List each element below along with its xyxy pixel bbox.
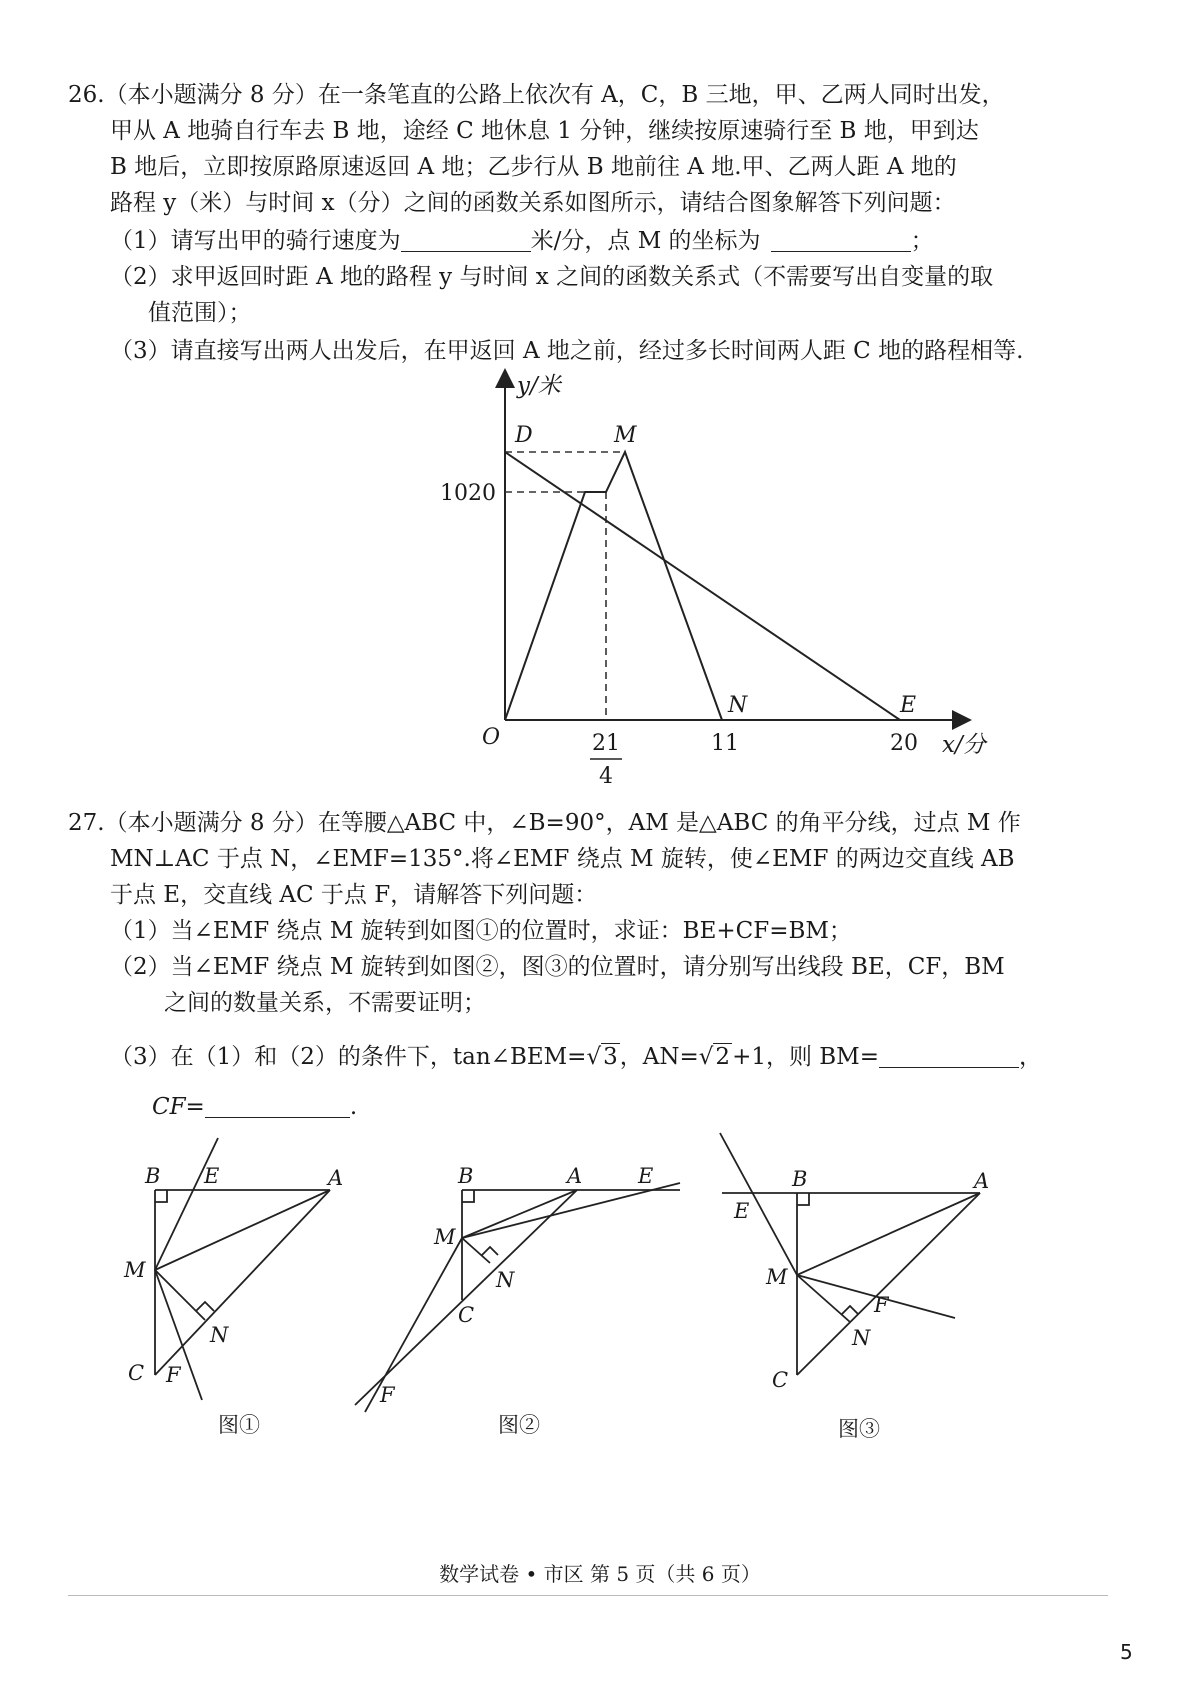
- fig3-right-angle-n: [842, 1306, 858, 1314]
- q27-sub-3-b: ，AN=: [619, 1044, 699, 1070]
- origin-label: O: [482, 725, 501, 750]
- fig1-right-angle-b: [155, 1190, 167, 1202]
- fig3-caption: 图③: [838, 1417, 880, 1441]
- q26-line-4: 路程 y（米）与时间 x（分）之间的函数关系如图所示，请结合图象解答下列问题：: [110, 190, 956, 216]
- point-d-label: D: [515, 423, 533, 448]
- sqrt-2: √2: [698, 1044, 731, 1070]
- fig1-label-m: M: [124, 1258, 146, 1282]
- q27-sub-3-a: （3）在（1）和（2）的条件下，tan∠BEM=: [110, 1044, 587, 1070]
- sqrt-2-radicand: 2: [715, 1044, 731, 1070]
- footer-divider: [68, 1595, 1108, 1596]
- fig1-me-ray: [155, 1138, 218, 1270]
- q27-sub-1: （1）当∠EMF 绕点 M 旋转到如图①的位置时，求证：BE+CF=BM；: [110, 918, 852, 944]
- q26-number: 26.: [68, 82, 105, 108]
- fig3-right-angle-b: [797, 1193, 809, 1205]
- x-tick-21-4-den: 4: [599, 764, 613, 789]
- fig2-right-angle-n: [482, 1247, 498, 1255]
- figure-3: [720, 1133, 980, 1375]
- point-n-label: N: [728, 693, 748, 718]
- fig1-mn: [155, 1270, 205, 1320]
- x-tick-20: 20: [890, 731, 918, 756]
- point-m-label: M: [614, 423, 637, 448]
- cf-label: CF=: [152, 1094, 205, 1120]
- page-number: 5: [1120, 1640, 1133, 1664]
- figure-1: [155, 1138, 330, 1400]
- fig2-label-f: F: [380, 1383, 395, 1407]
- fig3-label-m: M: [766, 1265, 788, 1289]
- q27-score: （本小题满分 8 分）: [104, 810, 318, 836]
- fig1-am: [155, 1190, 330, 1270]
- sqrt-3-radicand: 3: [603, 1044, 618, 1070]
- fig3-side-ac: [797, 1193, 980, 1375]
- q26-sub-1-c: ；: [910, 228, 934, 254]
- q26-sub-1-a: （1）请写出甲的骑行速度为: [110, 228, 401, 254]
- fig2-label-n: N: [496, 1268, 515, 1292]
- fig1-side-ac: [155, 1190, 330, 1375]
- fig2-line-ac: [355, 1190, 577, 1405]
- q27-sub-3-d: ，: [1019, 1044, 1043, 1070]
- x-tick-11: 11: [711, 731, 739, 756]
- fig2-label-c: C: [458, 1303, 475, 1327]
- y-tick-1020: 1020: [440, 481, 496, 506]
- q27-number: 27.: [68, 810, 105, 836]
- fig1-label-a: A: [328, 1166, 344, 1190]
- fig2-caption: 图②: [498, 1413, 540, 1437]
- q26-line-3: B 地后，立即按原路原速返回 A 地；乙步行从 B 地前往 A 地.甲、乙两人距 A 地的: [110, 154, 957, 180]
- fig3-label-b: B: [792, 1167, 808, 1191]
- x-axis-label: x/分: [942, 732, 986, 758]
- fig3-am: [797, 1193, 980, 1275]
- fig2-label-m: M: [434, 1225, 456, 1249]
- point-e-label: E: [900, 693, 917, 718]
- q27-sub-2: （2）当∠EMF 绕点 M 旋转到如图②，图③的位置时，请分别写出线段 BE，CF，BM: [110, 954, 1005, 980]
- fig3-label-n: N: [852, 1326, 871, 1350]
- fig1-label-e: E: [204, 1164, 220, 1188]
- figure-labels: [123, 1164, 989, 1407]
- q26-sub-2: （2）求甲返回时距 A 地的路程 y 与时间 x 之间的函数关系式（不需要写出自变量的取: [110, 264, 994, 290]
- sqrt-3: √3: [586, 1044, 618, 1070]
- q26-text-1: 在一条笔直的公路上依次有 A，C，B 三地，甲、乙两人同时出发，: [317, 82, 1005, 108]
- q26-sub-2-cont: 值范围）；: [148, 300, 252, 326]
- fig1-right-angle-n: [196, 1302, 214, 1311]
- fig2-label-a: A: [567, 1164, 583, 1188]
- q26-score: （本小题满分 8 分）: [104, 82, 318, 108]
- q26-sub-1-b: 米/分，点 M 的坐标为: [530, 228, 761, 254]
- fig3-label-f: F: [874, 1293, 889, 1317]
- fig2-me-ray: [462, 1183, 680, 1238]
- fig1-label-f: F: [166, 1363, 181, 1387]
- fig1-label-b: B: [145, 1164, 161, 1188]
- x-tick-21-4-num: 21: [592, 731, 620, 756]
- cf-end: .: [349, 1094, 358, 1120]
- fig2-label-e: E: [638, 1164, 654, 1188]
- fig3-label-c: C: [772, 1368, 789, 1392]
- fig3-me-ray: [720, 1133, 797, 1275]
- fig1-caption: 图①: [218, 1413, 260, 1437]
- q27-sub-2-cont: 之间的数量关系，不需要证明；: [164, 990, 486, 1016]
- q27-sub-3-c: +1，则 BM=: [732, 1044, 880, 1070]
- y-axis-label: y/米: [517, 373, 561, 399]
- fig1-label-c: C: [128, 1361, 145, 1385]
- fig3-label-a: A: [974, 1169, 990, 1193]
- q26-line-2: 甲从 A 地骑自行车去 B 地，途经 C 地休息 1 分钟，继续按原速骑行至 B 地，甲到达: [110, 118, 979, 144]
- figure-2: [355, 1183, 680, 1412]
- fig2-right-angle-b: [462, 1190, 474, 1202]
- q27-line-3: 于点 E，交直线 AC 于点 F，请解答下列问题：: [110, 882, 598, 908]
- figure-captions: [218, 1413, 880, 1441]
- fig3-label-e: E: [734, 1199, 750, 1223]
- fig1-label-n: N: [210, 1323, 229, 1347]
- q27-text-1: 在等腰△ABC 中，∠B=90°，AM 是△ABC 的角平分线，过点 M 作: [317, 810, 1021, 836]
- q27-line-2: MN⊥AC 于点 N，∠EMF=135°.将∠EMF 绕点 M 旋转，使∠EMF 的两边交直线 AB: [110, 846, 1015, 872]
- q26-sub-3: （3）请直接写出两人出发后，在甲返回 A 地之前，经过多长时间两人距 C 地的路程相等.: [110, 338, 1024, 364]
- page-footer: 数学试卷 • 市区 第 5 页（共 6 页）: [439, 1562, 761, 1586]
- fig2-label-b: B: [458, 1164, 474, 1188]
